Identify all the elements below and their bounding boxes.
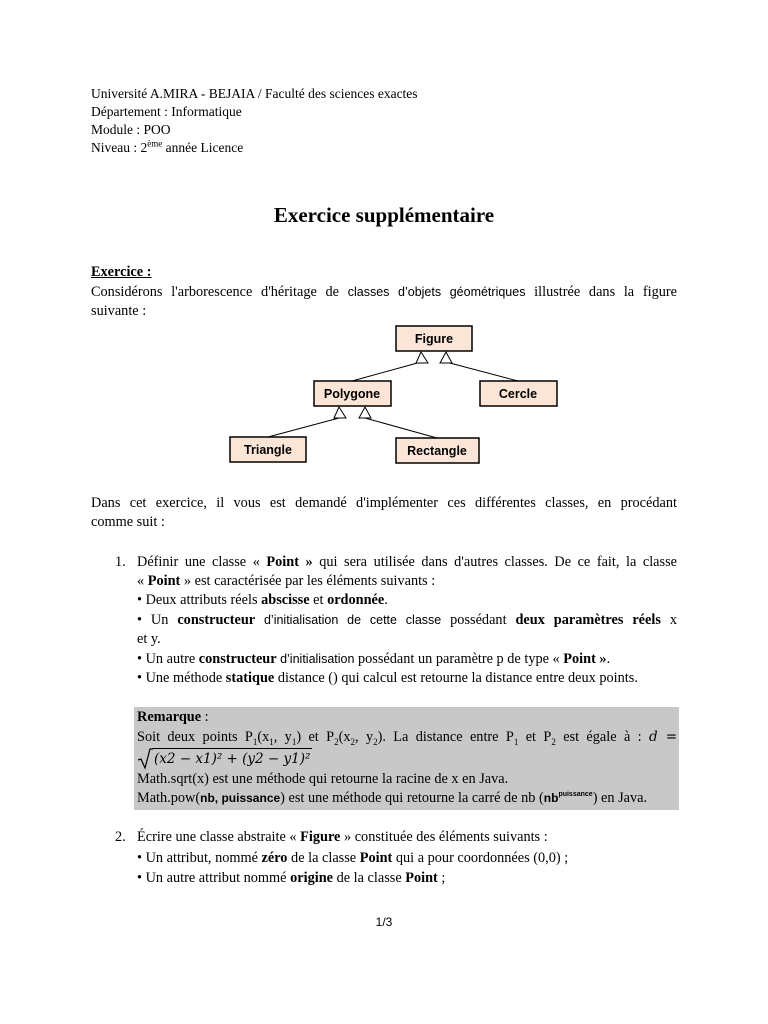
r-l2-h: et P xyxy=(518,729,552,745)
node-triangle xyxy=(230,437,306,462)
i1-b1-e: . xyxy=(384,592,388,608)
r-l2-d: ) et P xyxy=(296,729,335,745)
arrow-figure-left xyxy=(416,352,428,363)
i1-b3-d: possédant un paramètre p de type « xyxy=(354,651,564,667)
i1-l2-c: » est caractérisée par les éléments suivants : xyxy=(180,573,436,589)
item1-bullet2 xyxy=(137,611,677,631)
i2-l1-c: » constituée des éléments suivants : xyxy=(340,829,548,845)
r-l2-a: Soit deux points P xyxy=(137,729,253,745)
r-l2-f: , y xyxy=(355,729,374,745)
remark-label-suffix: : xyxy=(201,709,209,725)
remark-line5 xyxy=(137,789,677,809)
i2-b1-a: • Un attribut, nommé xyxy=(137,850,262,866)
i1-l1-c: qui sera utilisée dans d'autres classes. De ce fait, la classe xyxy=(312,554,677,570)
item2-line1 xyxy=(137,828,677,848)
i2-b2-a: • Un autre attribut nommé xyxy=(137,870,291,886)
page-title: Exercice supplémentaire xyxy=(273,203,495,227)
node-rectangle xyxy=(396,438,479,463)
i2-b2-e: ; xyxy=(437,870,446,886)
i2-l1-a: Écrire une classe abstraite « xyxy=(137,829,301,845)
i1-b2-e: deux paramètres réels xyxy=(515,612,661,628)
i2-b1-c: de la classe xyxy=(287,850,360,866)
i2-b1-b: zéro xyxy=(261,850,288,866)
sqrt-overline xyxy=(152,748,312,749)
sqrt-radical-icon xyxy=(137,748,153,770)
r-l5-sup: puissance xyxy=(558,791,593,799)
r-s6: 2 xyxy=(373,736,378,747)
node-rectangle-label: Rectangle xyxy=(407,444,467,458)
item2-bullet2 xyxy=(137,869,677,889)
paragraph-line2: comme suit : xyxy=(91,514,165,530)
i2-b2-d: Point xyxy=(405,870,438,886)
item1-line2 xyxy=(137,572,677,592)
arrow-polygone-right xyxy=(359,407,371,418)
i2-b1-d: Point xyxy=(359,850,393,866)
header-module: Module : POO xyxy=(91,122,171,137)
i2-b2-b: origine xyxy=(290,870,333,886)
i1-b1-b: abscisse xyxy=(261,592,310,608)
i1-b3-b: constructeur xyxy=(198,651,277,667)
arrow-figure-right xyxy=(440,352,452,363)
item1-number: 1. xyxy=(115,554,126,570)
item1-bullet4 xyxy=(137,669,677,689)
i1-b2-c: d’initialisation de cette classe xyxy=(255,613,442,627)
edge-polygone-figure xyxy=(352,362,421,381)
node-figure-label: Figure xyxy=(414,332,454,346)
i1-b1-d: ordonnée xyxy=(327,592,385,608)
edge-cercle-figure xyxy=(446,362,518,381)
exercise-label-text: Exercice : xyxy=(91,264,152,280)
exercise-intro-line2: suivante : xyxy=(91,303,147,319)
r-l5-c: ) est une méthode qui retourne la carré de nb ( xyxy=(280,790,544,806)
i1-b2-a: • Un xyxy=(137,612,178,628)
header-department: Département : Informatique xyxy=(91,104,242,119)
i2-l1-b: Figure xyxy=(300,829,341,845)
page-number: 1/3 xyxy=(375,915,393,929)
r-l5-a: Math.pow( xyxy=(137,790,201,806)
r-l5-e: ) en Java. xyxy=(592,790,648,806)
r-s8: 2 xyxy=(551,736,556,747)
i1-l2-a: « xyxy=(137,573,148,589)
header-university: Université A.MIRA - BEJAIA / Faculté des sciences exactes xyxy=(91,86,418,101)
i1-l1-b: Point » xyxy=(266,554,313,570)
i1-b3-e: Point » xyxy=(563,651,607,667)
distance-formula: (x2 − x1)² + (y2 − y1)² xyxy=(154,751,311,767)
r-l5-d: nb xyxy=(543,791,559,805)
i1-b2-b: constructeur xyxy=(177,612,256,628)
r-s4: 2 xyxy=(334,736,339,747)
node-cercle xyxy=(480,381,557,406)
i1-b3-f: . xyxy=(606,651,611,667)
item2-number: 2. xyxy=(115,829,126,845)
node-figure xyxy=(396,326,472,351)
r-l5-b: nb, puissance xyxy=(200,791,281,805)
i1-b4-a: • Une méthode xyxy=(137,670,226,686)
r-formula-start: d = xyxy=(648,729,678,745)
i1-l2-b: Point xyxy=(147,573,181,589)
r-l2-e: (x xyxy=(338,729,351,745)
r-s7: 1 xyxy=(513,736,519,747)
intro-b: classes d’objets géométriques xyxy=(347,285,526,299)
remark-label: Remarque xyxy=(137,709,202,725)
remark-line4: Math.sqrt(x) est une méthode qui retourne la racine de x en Java. xyxy=(137,771,509,787)
r-s3: 1 xyxy=(291,736,297,747)
remark-line2 xyxy=(137,728,677,748)
r-l2-c: , y xyxy=(273,729,292,745)
item1-line1 xyxy=(137,553,677,573)
r-l2-g: ). La distance entre P xyxy=(377,729,514,745)
i1-b2-d: possédant xyxy=(441,612,516,628)
i1-b4-c: distance () qui calcul est retourne la distance entre deux points. xyxy=(274,670,638,686)
node-cercle-label: Cercle xyxy=(498,387,538,401)
header-level-sup: ème xyxy=(147,138,163,149)
item1-bullet1 xyxy=(137,591,677,611)
item1-bullet2-line2: et y. xyxy=(137,631,161,647)
node-polygone xyxy=(314,381,391,406)
edge-rectangle-polygone xyxy=(365,418,437,438)
node-polygone-label: Polygone xyxy=(323,387,381,401)
i2-b2-c: de la classe xyxy=(333,870,406,886)
r-s1: 1 xyxy=(252,736,258,747)
item1-bullet3 xyxy=(137,650,677,670)
i1-b3-a: • Un autre xyxy=(137,651,199,667)
edge-triangle-polygone xyxy=(268,418,339,437)
r-s2: 1 xyxy=(269,736,274,747)
header-level-suffix: année Licence xyxy=(162,140,244,155)
node-triangle-label: Triangle xyxy=(244,443,292,457)
i1-b2-f: x xyxy=(660,612,677,628)
i1-b3-c: d’initialisation xyxy=(276,652,355,666)
intro-a: Considérons l'arborescence d'héritage de xyxy=(91,284,348,300)
item2-bullet1 xyxy=(137,849,677,869)
intro-c: illustrée dans la figure xyxy=(525,284,677,300)
r-l2-i: est égale à : xyxy=(555,729,649,745)
r-s5: 2 xyxy=(350,736,356,747)
paragraph-line1: Dans cet exercice, il vous est demandé d'implémenter ces différentes classes, en procédant xyxy=(91,495,677,511)
inheritance-diagram xyxy=(0,0,768,480)
r-l2-b: (x xyxy=(257,729,270,745)
arrow-polygone-left xyxy=(334,407,346,418)
remark-label-line xyxy=(137,708,677,728)
i1-b1-c: et xyxy=(309,592,328,608)
i1-l1-a: Définir une classe « xyxy=(137,554,267,570)
i1-b4-b: statique xyxy=(225,670,275,686)
i2-b1-e: qui a pour coordonnées (0,0) ; xyxy=(392,850,569,866)
header-level-prefix: Niveau : 2 xyxy=(91,140,148,155)
i1-b1-a: • Deux attributs réels xyxy=(137,592,262,608)
